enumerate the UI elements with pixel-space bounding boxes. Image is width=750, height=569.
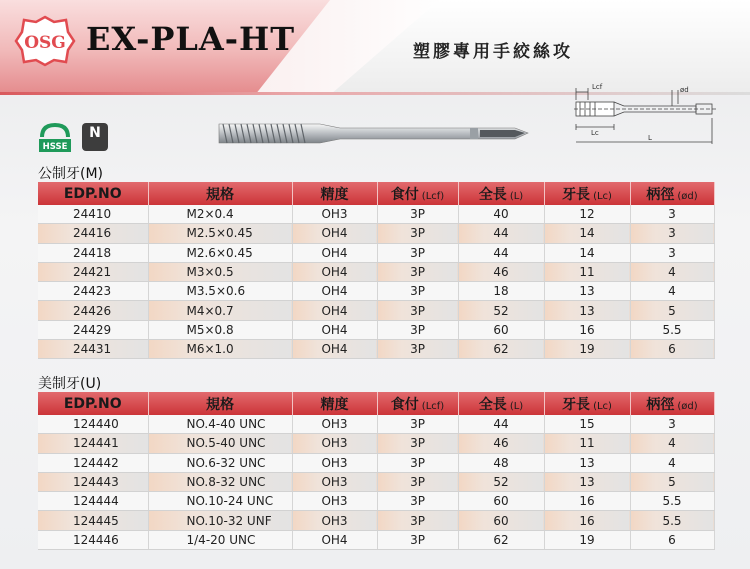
column-header <box>630 182 714 205</box>
table-cell: OH4 <box>292 301 377 320</box>
table-cell: NO.8-32 UNC <box>148 472 292 491</box>
column-header <box>377 182 458 205</box>
table-cell: 16 <box>544 492 630 511</box>
table-cell: 5.5 <box>630 492 714 511</box>
table-row <box>38 301 714 320</box>
metric-table-body <box>38 205 714 359</box>
table-cell: 3P <box>377 492 458 511</box>
table-cell: 24421 <box>38 262 148 281</box>
table-cell: 24418 <box>38 243 148 262</box>
page-title: EX-PLA-HT <box>86 20 296 58</box>
column-header-label: EDP.NO <box>63 185 122 202</box>
table-cell: OH3 <box>292 453 377 472</box>
table-cell: 62 <box>458 340 544 359</box>
column-header-unit: (Lcf) <box>421 190 445 202</box>
n-coating-badge <box>82 123 108 151</box>
table-cell: 18 <box>458 282 544 301</box>
table-cell: 14 <box>544 243 630 262</box>
table-cell: 3P <box>377 282 458 301</box>
table-cell: 12 <box>544 205 630 224</box>
column-header <box>292 182 377 205</box>
table-cell: 24426 <box>38 301 148 320</box>
table-cell: 3P <box>377 511 458 530</box>
column-header-unit: (L) <box>509 400 524 412</box>
table-cell: M3.5×0.6 <box>148 282 292 301</box>
column-header-label: 食付 <box>390 396 419 413</box>
table-cell: OH4 <box>292 262 377 281</box>
column-header <box>148 392 292 415</box>
table-cell: 1/4-20 UNC <box>148 530 292 549</box>
table-cell: 124444 <box>38 492 148 511</box>
table-row <box>38 262 714 281</box>
table-row <box>38 224 714 243</box>
table-cell: 3 <box>630 243 714 262</box>
column-header-unit: (Lcf) <box>421 400 445 412</box>
table-cell: OH4 <box>292 243 377 262</box>
table-cell: 13 <box>544 282 630 301</box>
table-row <box>38 511 714 530</box>
table-cell: OH3 <box>292 492 377 511</box>
table-cell: 5 <box>630 301 714 320</box>
column-header <box>544 182 630 205</box>
column-header <box>377 392 458 415</box>
column-header-label: 規格 <box>206 186 234 203</box>
table-cell: 24410 <box>38 205 148 224</box>
table-cell: 24431 <box>38 340 148 359</box>
column-header-label: 食付 <box>390 186 419 203</box>
table-row <box>38 415 714 434</box>
table-cell: OH4 <box>292 340 377 359</box>
table-cell: NO.4-40 UNC <box>148 415 292 434</box>
table-cell: 44 <box>458 243 544 262</box>
drawing-label-lc: Lc <box>591 129 599 137</box>
table-row <box>38 492 714 511</box>
table-cell: 11 <box>544 434 630 453</box>
column-header-label: 全長 <box>478 186 507 203</box>
table-cell: 44 <box>458 224 544 243</box>
column-header <box>458 392 544 415</box>
column-header-label: 牙長 <box>562 396 591 413</box>
table-cell: 19 <box>544 530 630 549</box>
table-cell: 6 <box>630 340 714 359</box>
table-cell: 3 <box>630 224 714 243</box>
unified-table-body <box>38 415 714 550</box>
table-cell: 13 <box>544 301 630 320</box>
column-header <box>544 392 630 415</box>
column-header-unit: (ød) <box>677 190 698 202</box>
table-row <box>38 243 714 262</box>
column-header <box>458 182 544 205</box>
table-cell: 4 <box>630 453 714 472</box>
table-cell: 48 <box>458 453 544 472</box>
column-header <box>148 182 292 205</box>
table-cell: M2.5×0.45 <box>148 224 292 243</box>
table-cell: 52 <box>458 472 544 491</box>
table-cell: 3P <box>377 415 458 434</box>
table-cell: 13 <box>544 453 630 472</box>
table-cell: 5.5 <box>630 320 714 339</box>
table-cell: OH3 <box>292 472 377 491</box>
osg-logo-icon <box>14 14 76 68</box>
table-row <box>38 434 714 453</box>
table-cell: M5×0.8 <box>148 320 292 339</box>
table-cell: OH3 <box>292 205 377 224</box>
hsse-badge-text: HSSE <box>42 142 68 152</box>
table-cell: NO.6-32 UNC <box>148 453 292 472</box>
table-cell: M4×0.7 <box>148 301 292 320</box>
column-header-label: 牙長 <box>562 186 591 203</box>
table-cell: 4 <box>630 262 714 281</box>
drawing-label-d: ød <box>680 86 689 94</box>
column-header <box>630 392 714 415</box>
table-cell: 3P <box>377 434 458 453</box>
metric-section-label: 公制牙(M) <box>38 166 104 182</box>
table-cell: 46 <box>458 262 544 281</box>
table-cell: 44 <box>458 415 544 434</box>
metric-spec-table <box>38 182 715 359</box>
column-header-label: 精度 <box>320 396 349 413</box>
column-header-unit: (Lc) <box>593 190 612 202</box>
table-cell: 60 <box>458 320 544 339</box>
unified-header-row <box>38 392 714 415</box>
column-header-label: 柄徑 <box>646 396 675 413</box>
table-cell: 124443 <box>38 472 148 491</box>
hsse-material-badge <box>38 123 72 153</box>
n-badge-text: N <box>89 125 101 141</box>
table-cell: 62 <box>458 530 544 549</box>
table-cell: 3P <box>377 262 458 281</box>
table-cell: 3 <box>630 205 714 224</box>
table-cell: 124442 <box>38 453 148 472</box>
table-cell: 3P <box>377 243 458 262</box>
metric-header-row <box>38 182 714 205</box>
table-row <box>38 282 714 301</box>
table-row <box>38 205 714 224</box>
table-cell: 124440 <box>38 415 148 434</box>
table-cell: 40 <box>458 205 544 224</box>
table-cell: 60 <box>458 492 544 511</box>
table-cell: 16 <box>544 511 630 530</box>
column-header-unit: (Lc) <box>593 400 612 412</box>
table-cell: 46 <box>458 434 544 453</box>
column-header <box>38 392 148 415</box>
table-cell: 5 <box>630 472 714 491</box>
table-row <box>38 453 714 472</box>
table-cell: OH3 <box>292 415 377 434</box>
table-cell: 3P <box>377 301 458 320</box>
table-cell: 124441 <box>38 434 148 453</box>
column-header-label: 全長 <box>478 396 507 413</box>
table-cell: OH3 <box>292 434 377 453</box>
table-cell: NO.5-40 UNC <box>148 434 292 453</box>
column-header-label: 規格 <box>206 396 234 413</box>
page-subtitle: 塑膠專用手絞絲攻 <box>413 42 573 62</box>
table-cell: 24429 <box>38 320 148 339</box>
table-cell: M2×0.4 <box>148 205 292 224</box>
table-cell: OH4 <box>292 530 377 549</box>
table-cell: NO.10-24 UNC <box>148 492 292 511</box>
column-header <box>292 392 377 415</box>
table-cell: NO.10-32 UNF <box>148 511 292 530</box>
logo-text: OSG <box>24 33 66 53</box>
table-cell: 11 <box>544 262 630 281</box>
table-row <box>38 472 714 491</box>
column-header-label: 精度 <box>320 186 349 203</box>
table-cell: OH3 <box>292 511 377 530</box>
table-cell: OH4 <box>292 282 377 301</box>
table-row <box>38 340 714 359</box>
table-cell: M3×0.5 <box>148 262 292 281</box>
table-row <box>38 530 714 549</box>
drawing-label-l: L <box>648 134 652 142</box>
table-cell: M6×1.0 <box>148 340 292 359</box>
table-cell: 124446 <box>38 530 148 549</box>
table-cell: OH4 <box>292 320 377 339</box>
unified-spec-table <box>38 392 715 550</box>
table-cell: 60 <box>458 511 544 530</box>
table-cell: 52 <box>458 301 544 320</box>
tap-dimension-drawing <box>566 80 736 150</box>
table-cell: 24416 <box>38 224 148 243</box>
tap-tool-image <box>215 112 530 154</box>
table-cell: 4 <box>630 434 714 453</box>
unified-section-label: 美制牙(U) <box>38 376 102 392</box>
table-cell: 24423 <box>38 282 148 301</box>
column-header-label: EDP.NO <box>63 395 122 412</box>
table-cell: 3P <box>377 453 458 472</box>
table-cell: M2.6×0.45 <box>148 243 292 262</box>
table-cell: 16 <box>544 320 630 339</box>
column-header-unit: (ød) <box>677 400 698 412</box>
table-cell: 4 <box>630 282 714 301</box>
table-cell: 124445 <box>38 511 148 530</box>
table-row <box>38 320 714 339</box>
table-cell: 3P <box>377 205 458 224</box>
table-cell: 15 <box>544 415 630 434</box>
table-cell: 5.5 <box>630 511 714 530</box>
drawing-label-lcf: Lcf <box>592 83 603 91</box>
table-cell: 13 <box>544 472 630 491</box>
table-cell: 3P <box>377 224 458 243</box>
table-cell: 3P <box>377 472 458 491</box>
table-cell: 3 <box>630 415 714 434</box>
column-header-label: 柄徑 <box>646 186 675 203</box>
table-cell: 19 <box>544 340 630 359</box>
column-header-unit: (L) <box>509 190 524 202</box>
table-cell: 3P <box>377 340 458 359</box>
column-header <box>38 182 148 205</box>
table-cell: 3P <box>377 530 458 549</box>
table-cell: 14 <box>544 224 630 243</box>
table-cell: 6 <box>630 530 714 549</box>
table-cell: OH4 <box>292 224 377 243</box>
table-cell: 3P <box>377 320 458 339</box>
